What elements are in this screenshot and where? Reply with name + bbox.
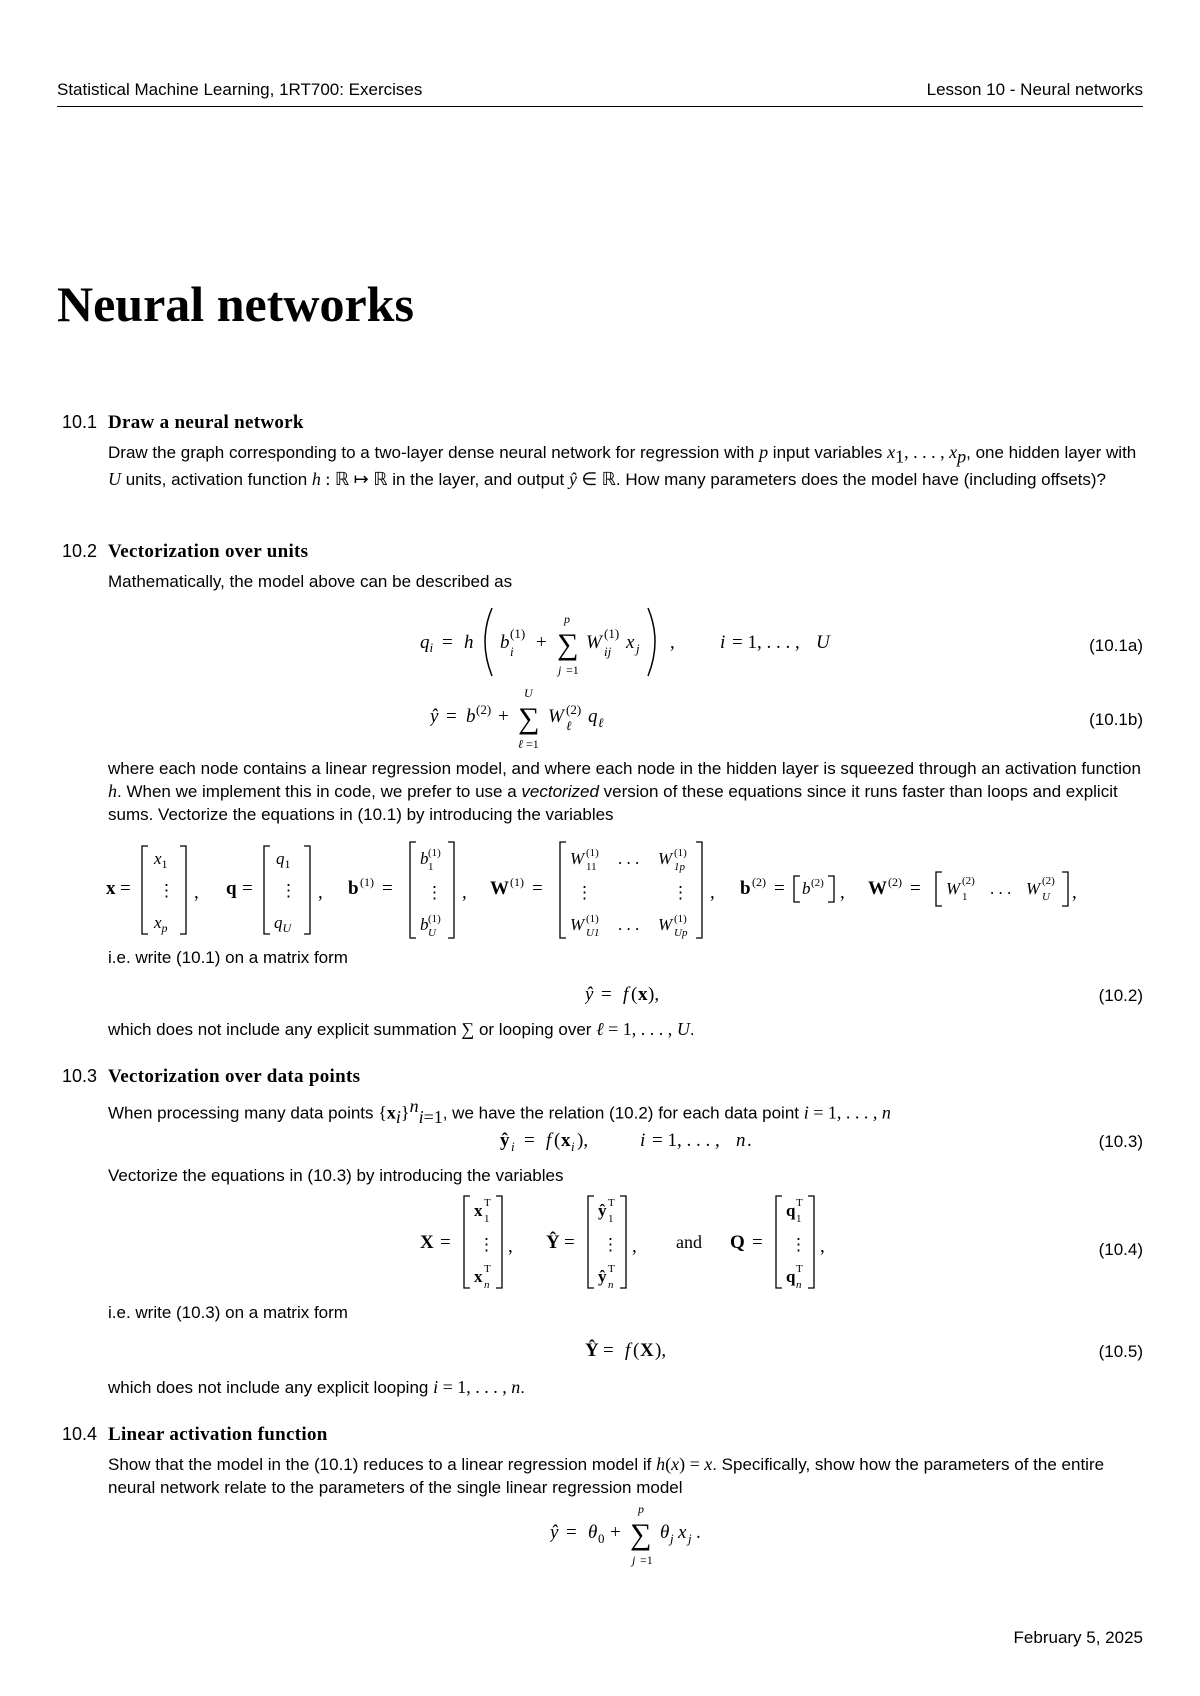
equation-10-5 <box>585 1332 725 1366</box>
eq-number-10-4: (10.4) <box>1098 1240 1143 1259</box>
svg-text:q: q <box>786 1201 796 1220</box>
page-header <box>57 80 1143 107</box>
section-heading-10-3: 10.3 Vectorization over data points <box>62 1066 361 1087</box>
svg-text:ℓ: ℓ <box>518 737 523 751</box>
svg-text:⋮: ⋮ <box>426 883 443 902</box>
svg-text:=: = <box>120 878 131 899</box>
svg-text:11: 11 <box>586 861 597 873</box>
svg-text:W: W <box>658 915 673 934</box>
svg-text:),: ), <box>577 1130 589 1151</box>
exercise-10-1-text: Draw the graph corresponding to a two-layer dense neural network for regression with p input variables $x_1$, . . . , $x_p$, one hidden layer with U units, activation function h : ℝ ↦ ℝ in the layer, and output ŷ ∈ ℝ. How many parameters does the model have (including offsets)? <box>108 442 1137 490</box>
exercise-10-2-intro: Mathematically, the model above can be described as <box>108 572 513 591</box>
svg-text:+: + <box>536 632 547 653</box>
svg-text:x1: $x_1$ <box>154 849 168 871</box>
svg-text:=: = <box>774 878 785 899</box>
svg-text:b: b <box>802 879 811 898</box>
svg-text:(2): (2) <box>888 875 902 889</box>
svg-text:W: W <box>570 849 585 868</box>
eq-number-10-2: (10.2) <box>1098 986 1143 1005</box>
svg-text:=: = <box>442 632 453 653</box>
svg-text:=: = <box>910 878 921 899</box>
svg-text:x: x <box>678 1522 687 1543</box>
svg-text:,: , <box>462 882 467 903</box>
svg-text:θ: θ <box>660 1522 670 1543</box>
eq-number-10-5: (10.5) <box>1098 1342 1143 1361</box>
svg-text:T: T <box>608 1197 615 1209</box>
svg-text:=: = <box>242 878 253 899</box>
equation-10-1b <box>430 684 630 754</box>
svg-text:W: W <box>548 706 564 727</box>
svg-text:f: f <box>623 984 629 1005</box>
svg-text:n: n <box>608 1279 614 1290</box>
svg-text:j: j <box>632 1553 636 1567</box>
svg-text:ŷ: ŷ <box>598 1201 607 1220</box>
svg-text:=: = <box>440 1232 451 1253</box>
exercise-10-3-write: i.e. write (10.3) on a matrix form <box>108 1303 348 1322</box>
svg-text:(1): (1) <box>674 913 687 925</box>
svg-text:ŷ: ŷ <box>585 984 594 1005</box>
svg-text:x: x <box>638 984 648 1005</box>
svg-text:1: 1 <box>484 1213 490 1225</box>
svg-text:b: b <box>466 706 476 727</box>
svg-text:. . .: . . . <box>618 849 640 868</box>
exercise-10-3-vectorize: Vectorize the equations in (10.3) by introducing the variables <box>108 1166 564 1185</box>
svg-text:Ŷ: Ŷ <box>585 1340 599 1361</box>
svg-text:(1): (1) <box>674 847 687 859</box>
svg-text:b: b <box>420 849 429 868</box>
svg-text:U: U <box>524 686 533 700</box>
svg-text:⋮: ⋮ <box>602 1235 619 1254</box>
svg-text:Up: Up <box>674 927 688 939</box>
equation-10-1a <box>420 598 840 684</box>
svg-text:j: j <box>636 641 640 656</box>
svg-text:x: x <box>474 1267 483 1286</box>
svg-text:=: = <box>532 878 543 899</box>
svg-text:(1): (1) <box>360 875 374 889</box>
svg-text:W: W <box>1026 879 1041 898</box>
equation-10-2 <box>585 976 725 1010</box>
svg-text:T: T <box>796 1197 803 1209</box>
svg-text:T: T <box>484 1263 491 1275</box>
svg-text:i: i <box>571 1139 575 1154</box>
svg-text:⋮: ⋮ <box>158 881 175 900</box>
svg-text:∑: ∑ <box>518 702 540 735</box>
svg-text:h: h <box>464 632 474 653</box>
svg-text:(1): (1) <box>586 913 599 925</box>
svg-text:W: W <box>946 879 961 898</box>
header-lesson: Lesson 10 - Neural networks <box>926 80 1143 99</box>
svg-text:,: , <box>194 882 199 903</box>
svg-text:ℓ: ℓ <box>598 715 604 730</box>
svg-text:∑: ∑ <box>630 1518 652 1551</box>
svg-text:T: T <box>484 1197 491 1209</box>
svg-text:),: ), <box>648 984 660 1005</box>
svg-text:X: X <box>420 1232 434 1253</box>
exercise-10-2-write: i.e. write (10.1) on a matrix form <box>108 948 348 967</box>
svg-text:q1: $q_1$ <box>276 849 291 871</box>
svg-text:n: n <box>796 1279 802 1290</box>
svg-text:1p: 1p <box>674 861 685 873</box>
svg-text:,: , <box>820 1236 825 1257</box>
svg-text:x: x <box>474 1201 483 1220</box>
svg-text:i: i <box>511 1139 515 1154</box>
svg-text:T: T <box>608 1263 615 1275</box>
svg-text:b: b <box>740 878 751 899</box>
svg-text:=: = <box>382 878 393 899</box>
svg-text:b: b <box>348 878 359 899</box>
equation-linear-regression <box>550 1500 730 1570</box>
svg-text:+: + <box>610 1522 621 1543</box>
svg-text:q: q <box>588 706 598 727</box>
svg-text:(: ( <box>633 1340 640 1361</box>
svg-text:x: x <box>626 632 635 653</box>
svg-text:=: = <box>446 706 457 727</box>
svg-text:= 1, . . . ,: = 1, . . . , <box>652 1130 720 1151</box>
svg-text:U: U <box>428 927 436 939</box>
exercise-10-3-intro: When processing many data points $\{x_i\}^n_{i=1}$, we have the relation (10.2) for each data point i = 1, . . . , n <box>108 1096 891 1128</box>
eq-number-10-3: (10.3) <box>1098 1132 1143 1151</box>
svg-text:(2): (2) <box>566 702 582 717</box>
svg-text:=1: =1 <box>640 1553 653 1567</box>
svg-text:W: W <box>868 878 887 899</box>
svg-text:= 1, . . . ,: = 1, . . . , <box>732 632 800 653</box>
svg-text:=: = <box>603 1340 614 1361</box>
svg-text:∑: ∑ <box>557 628 579 661</box>
section-heading-10-4: 10.4 Linear activation function <box>62 1424 328 1445</box>
page-title: Neural networks <box>57 276 414 332</box>
svg-text:),: ), <box>655 1340 667 1361</box>
svg-text:=1: =1 <box>566 663 579 677</box>
svg-text:(: ( <box>554 1130 561 1151</box>
svg-text:,: , <box>1072 882 1077 903</box>
svg-text:X: X <box>640 1340 654 1361</box>
svg-text:,: , <box>318 882 323 903</box>
svg-text:p: p <box>638 1502 644 1516</box>
svg-text:W: W <box>490 878 509 899</box>
svg-text:W: W <box>570 915 585 934</box>
page-footer-date: February 5, 2025 <box>1013 1628 1143 1647</box>
svg-text:j: j <box>688 1531 692 1546</box>
svg-text:+: + <box>498 706 509 727</box>
svg-text:i: i <box>510 644 514 659</box>
vectorization-variables <box>106 838 1176 942</box>
svg-text:1: 1 <box>608 1213 614 1225</box>
svg-text:n: n <box>736 1130 746 1151</box>
svg-text:qU: $q_U$ <box>274 913 292 935</box>
eq-number-10-1b: (10.1b) <box>1089 710 1143 729</box>
svg-text:ℓ: ℓ <box>566 718 572 733</box>
header-course: Statistical Machine Learning, 1RT700: Exercises <box>57 80 423 99</box>
svg-text:U1: U1 <box>586 927 600 939</box>
svg-text:qi: $q_i$ <box>420 632 434 655</box>
svg-text:⋮: ⋮ <box>576 883 593 902</box>
svg-text:1: 1 <box>796 1213 802 1225</box>
svg-text:j: j <box>558 663 562 677</box>
svg-text:,: , <box>670 632 675 653</box>
svg-text:(2): (2) <box>811 877 824 889</box>
svg-text:⋮: ⋮ <box>672 883 689 902</box>
svg-text:W: W <box>658 849 673 868</box>
svg-text:f: f <box>546 1130 552 1151</box>
svg-text:⋮: ⋮ <box>478 1235 495 1254</box>
svg-text:W: W <box>586 632 602 653</box>
svg-text:T: T <box>796 1263 803 1275</box>
svg-text:. . .: . . . <box>990 879 1012 898</box>
svg-text:=: = <box>752 1232 763 1253</box>
svg-text:n: n <box>484 1279 490 1290</box>
svg-text:(2): (2) <box>752 875 766 889</box>
svg-text:i: i <box>640 1130 646 1151</box>
svg-text:f: f <box>625 1340 631 1361</box>
section-heading-10-2: 10.2 Vectorization over units <box>62 541 309 562</box>
svg-text:.: . <box>696 1522 701 1543</box>
svg-text:. . .: . . . <box>618 915 640 934</box>
exercise-10-2-explanation: where each node contains a linear regression model, and where each node in the hidden layer is squeezed through an activation function h. When we implement this in code, we prefer to use a vectorized version of these equations since it runs faster than loops and explicit sums. Vectorize the equations in (10.1) by introducing the variables <box>108 759 1141 824</box>
svg-text:j: j <box>670 1531 674 1546</box>
svg-text:1: 1 <box>428 861 434 873</box>
svg-text:x: x <box>106 878 116 899</box>
equation-10-3 <box>500 1122 760 1154</box>
svg-text:=1: =1 <box>526 737 539 751</box>
svg-text:(1): (1) <box>586 847 599 859</box>
svg-text:0: 0 <box>598 1531 605 1546</box>
exercise-10-3-no-loop: which does not include any explicit looping i = 1, . . . , n. <box>108 1377 525 1397</box>
svg-text:q: q <box>226 878 237 899</box>
svg-text:.: . <box>747 1130 752 1151</box>
eq-number-10-1a: (10.1a) <box>1089 636 1143 655</box>
exercise-10-4-text: Show that the model in the (10.1) reduces to a linear regression model if h(x) = x. Specifically, show how the parameters of the entire neural network relate to the parameters of the single linear regression model <box>108 1454 1105 1497</box>
svg-text:(: ( <box>631 984 638 1005</box>
svg-text:,: , <box>840 882 845 903</box>
svg-text:ŷ: ŷ <box>500 1130 510 1151</box>
svg-text:θ: θ <box>588 1522 598 1543</box>
svg-text:(1): (1) <box>428 847 441 859</box>
svg-text:,: , <box>710 882 715 903</box>
svg-text:ŷ: ŷ <box>550 1522 559 1543</box>
svg-text:and: and <box>676 1232 702 1252</box>
svg-text:U: U <box>1042 891 1050 903</box>
exercise-10-2-no-sum: which does not include any explicit summation ∑ or looping over ℓ = 1, . . . , U. <box>108 1019 695 1039</box>
svg-text:(1): (1) <box>510 626 526 641</box>
svg-text:⋮: ⋮ <box>790 1235 807 1254</box>
svg-text:=: = <box>524 1130 535 1151</box>
svg-text:(1): (1) <box>510 875 524 889</box>
svg-text:(2): (2) <box>1042 875 1055 887</box>
svg-text:1: 1 <box>962 891 968 903</box>
svg-text:xp: $x_p$ <box>154 913 168 935</box>
svg-text:⋮: ⋮ <box>280 881 297 900</box>
svg-text:U: U <box>816 632 830 653</box>
svg-text:ŷ: ŷ <box>430 706 439 727</box>
svg-text:(2): (2) <box>962 875 975 887</box>
svg-text:ij: ij <box>604 644 612 659</box>
svg-text:i: i <box>720 632 726 653</box>
svg-text:,: , <box>508 1236 513 1257</box>
svg-text:ŷ: ŷ <box>598 1267 607 1286</box>
svg-text:b: b <box>500 632 510 653</box>
svg-text:=: = <box>566 1522 577 1543</box>
svg-text:p: p <box>564 612 570 626</box>
svg-text:b: b <box>420 915 429 934</box>
svg-text:(1): (1) <box>428 913 441 925</box>
svg-text:(2): (2) <box>476 702 492 717</box>
svg-text:Q: Q <box>730 1232 745 1253</box>
svg-text:,: , <box>632 1236 637 1257</box>
section-heading-10-1: 10.1 Draw a neural network <box>62 412 304 433</box>
svg-text:=: = <box>601 984 612 1005</box>
svg-text:x: x <box>561 1130 571 1151</box>
svg-text:Ŷ: Ŷ <box>546 1232 560 1253</box>
svg-text:q: q <box>786 1267 796 1286</box>
svg-text:(1): (1) <box>604 626 620 641</box>
equation-10-4 <box>420 1192 840 1290</box>
svg-text:=: = <box>564 1232 575 1253</box>
